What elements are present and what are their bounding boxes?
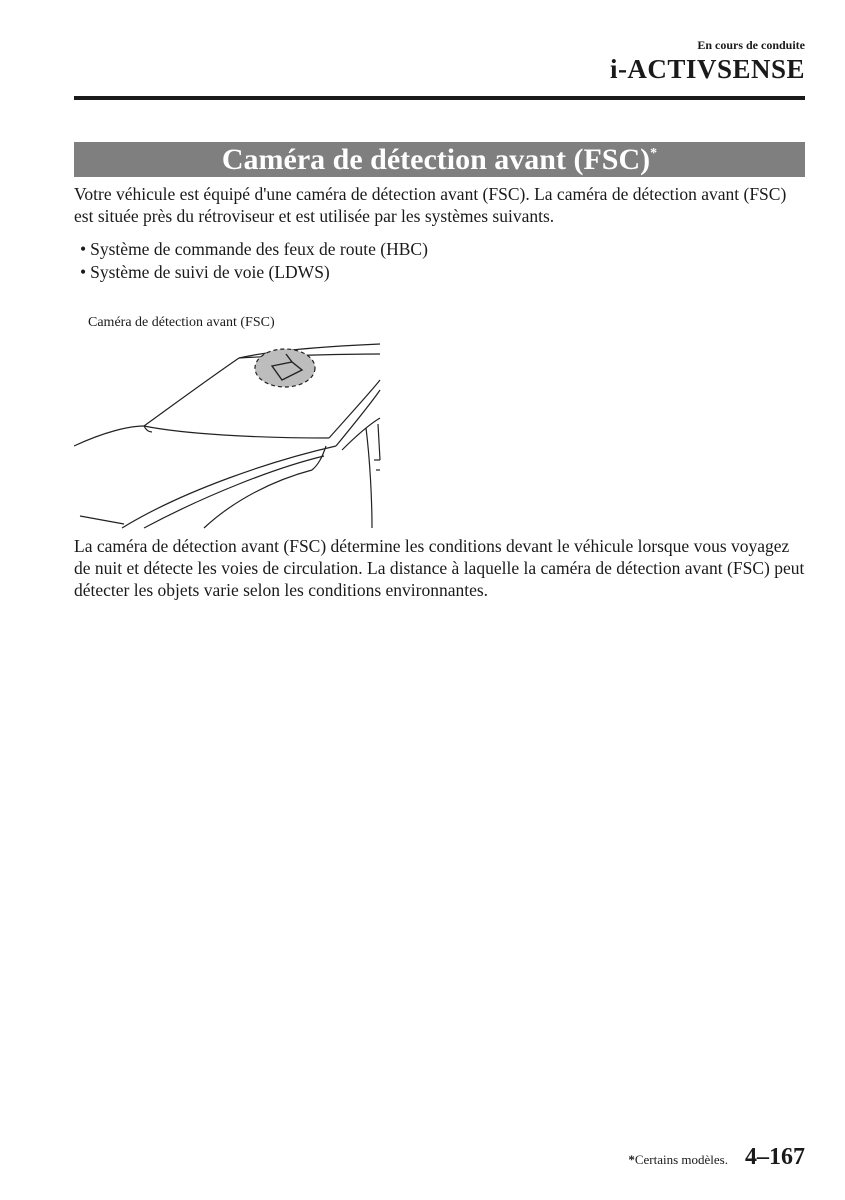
section-heading	[74, 142, 805, 177]
list-item: • Système de commande des feux de route (HBC)	[80, 238, 428, 261]
footnote-marker: *	[628, 1152, 635, 1167]
chapter-subtitle: En cours de conduite	[697, 38, 805, 52]
section-marker: *	[650, 146, 658, 161]
footnote	[628, 1152, 728, 1168]
figure-label: Caméra de détection avant (FSC)	[88, 315, 275, 330]
footnote-text: Certains modèles.	[634, 1152, 728, 1167]
chapter-title: i-ACTIVSENSE	[609, 54, 805, 84]
windshield-illustration	[74, 310, 384, 530]
body-paragraph: La caméra de détection avant (FSC) détermine les conditions devant le véhicule lorsque vous voyagez de nuit et détecte les voies de circulation. La distance à laquelle la caméra de détection avant (FSC) peut détecter les objets varie selon les conditions environnantes.	[74, 536, 805, 600]
page-number: 4–167	[745, 1144, 805, 1170]
header-divider	[74, 96, 805, 100]
list-item: • Système de suivi de voie (LDWS)	[80, 261, 428, 284]
intro-paragraph: Votre véhicule est équipé d'une caméra de détection avant (FSC). La caméra de détection avant (FSC) est située près du rétroviseur et est utilisée par les systèmes suivants.	[74, 184, 787, 226]
section-title: Caméra de détection avant (FSC)	[221, 143, 651, 176]
systems-list	[80, 238, 428, 284]
